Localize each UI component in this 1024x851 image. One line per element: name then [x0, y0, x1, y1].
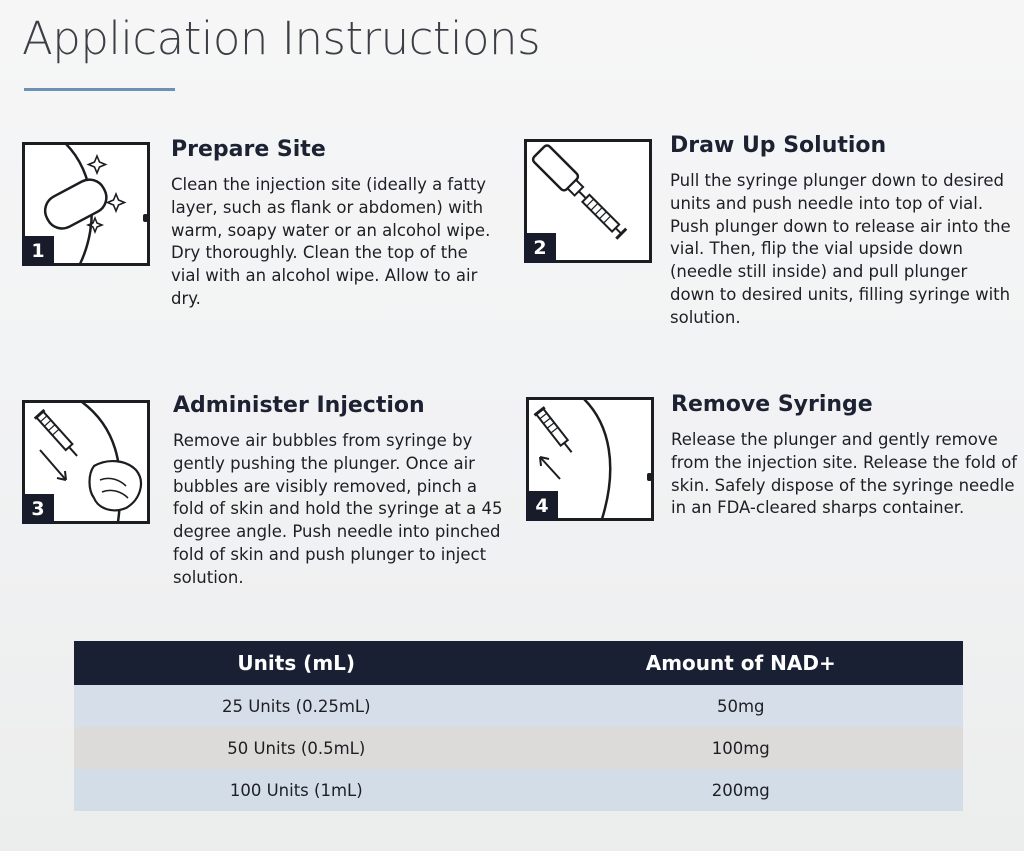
step-number-badge: 4: [526, 491, 558, 521]
step-heading: Administer Injection: [173, 393, 425, 418]
table-row: [74, 769, 963, 811]
page-title: Application Instructions: [22, 12, 541, 65]
units-cell: 25 Units (0.25mL): [74, 685, 519, 727]
dosage-table: [74, 641, 963, 811]
table-header-row: [74, 641, 963, 685]
step-heading: Remove Syringe: [671, 392, 873, 417]
step-description: Release the plunger and gently remove from the injection site. Release the fold of skin. Safely dispose of the syringe needle in an FDA-cleared sharps container.: [671, 430, 1018, 518]
step-2-text: [670, 133, 1015, 330]
step-1-illustration: [22, 142, 150, 266]
step-heading: Draw Up Solution: [670, 133, 887, 158]
step-1-text: [171, 137, 501, 311]
step-description: Clean the injection site (ideally a fatty layer, such as flank or abdomen) with warm, soapy water or an alcohol wipe. Dry thoroughly. Clean the top of the vial with an alcohol wipe. Allow to air dry.: [171, 175, 491, 308]
step-4-text: [671, 392, 1021, 520]
step-number-badge: 2: [524, 233, 556, 263]
table-row: [74, 685, 963, 727]
title-underline: [24, 88, 175, 91]
step-description: Pull the syringe plunger down to desired units and push needle into top of vial. Push plunger down to release air into the vial. Then, flip the vial upside down (needle still inside) and pull plunger down to desired units, filling syringe with solution.: [670, 171, 1011, 327]
step-3-illustration: [22, 400, 150, 524]
column-header-units: Units (mL): [74, 641, 519, 685]
step-description: Remove air bubbles from syringe by gently pushing the plunger. Once air bubbles are visibly removed, pinch a fold of skin and hold the syringe at a 45 degree angle. Push needle into pinched fold of skin and push plunger to inject solution.: [173, 431, 503, 587]
step-2-illustration: [524, 139, 652, 263]
step-number-badge: 1: [22, 236, 54, 266]
step-heading: Prepare Site: [171, 137, 326, 162]
step-3-text: [173, 393, 508, 590]
units-cell: 100 Units (1mL): [74, 769, 519, 811]
amount-cell: 100mg: [519, 727, 964, 769]
step-4-illustration: [526, 397, 654, 521]
table-row: [74, 727, 963, 769]
amount-cell: 200mg: [519, 769, 964, 811]
units-cell: 50 Units (0.5mL): [74, 727, 519, 769]
amount-cell: 50mg: [519, 685, 964, 727]
column-header-amount: Amount of NAD+: [519, 641, 964, 685]
step-number-badge: 3: [22, 494, 54, 524]
